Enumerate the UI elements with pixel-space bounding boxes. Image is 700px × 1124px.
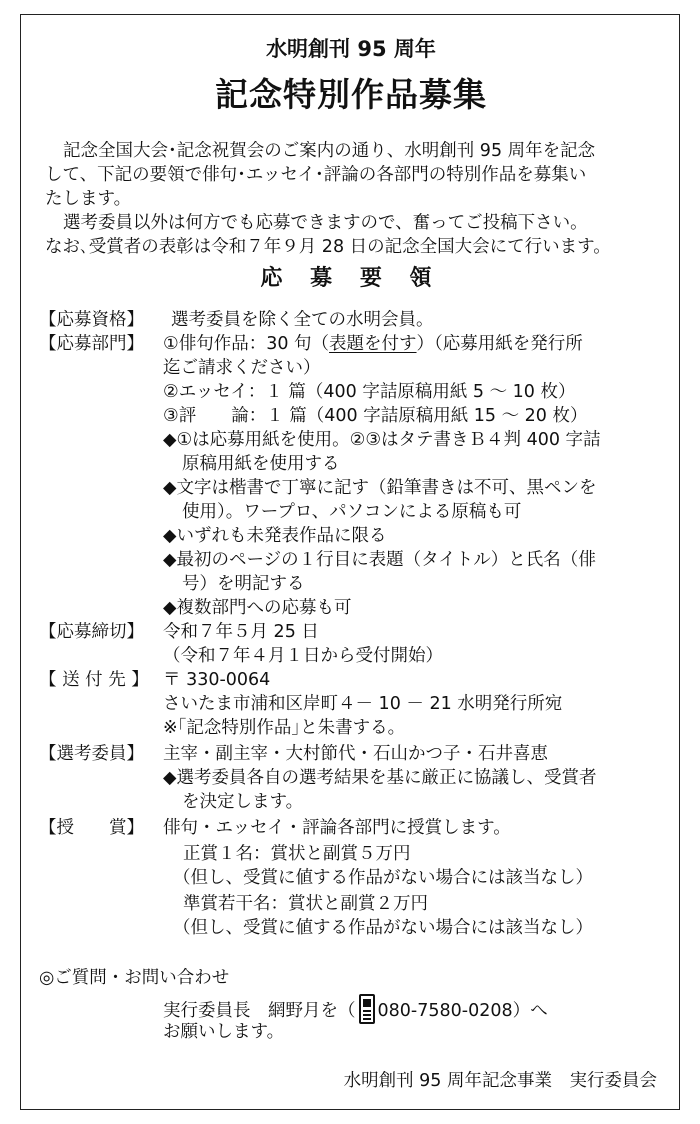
haiku-title-note: 表題を付す <box>329 334 417 354</box>
awards-text: 俳句・エッセイ・評論各部門に授賞します。 <box>163 818 511 838</box>
deadline-date: 令和７年５月 25 日 <box>163 622 319 642</box>
category-essay: ②エッセイ：１ 篇（400 字詰原稿用紙 5 ～ 10 枚） <box>163 382 576 402</box>
category-note-2b: 使用）。ワープロ、パソコンによる原稿も可 <box>182 502 522 522</box>
deadline-note: （令和７年４月１日から受付開始） <box>163 646 443 666</box>
intro-line-4: 選考委員以外は何方でも応募できますので、奮ってご投稿下さい。 <box>63 213 588 233</box>
award-first-note: （但し、受賞に値する作品がない場合には該当なし） <box>173 868 593 888</box>
haiku-post: ）（応募用紙を発行所 <box>416 334 583 354</box>
notice-frame <box>20 14 680 1110</box>
category-note-1b: 原稿用紙を使用する <box>182 454 340 474</box>
phone-icon <box>359 994 375 1024</box>
signature: 水明創刊 95 周年記念事業 実行委員会 <box>343 1071 657 1091</box>
send-note: ※｢記念特別作品｣と朱書する。 <box>163 718 406 738</box>
contact-person: 実行委員長 網野月を（ <box>163 1001 356 1021</box>
category-haiku <box>163 332 583 356</box>
guidelines-heading: 応 募 要 領 <box>260 266 442 291</box>
category-note-4: ◆最初のページの１行目に表題（タイトル）と氏名（俳 <box>163 550 596 570</box>
subtitle: 水明創刊 95 周年 <box>266 37 436 61</box>
award-second: 準賞若干名：賞状と副賞２万円 <box>183 894 428 914</box>
eligibility-text: 選考委員を除く全ての水明会員。 <box>171 310 434 330</box>
intro-line-3: たします。 <box>45 189 132 209</box>
eligibility-label: 【応募資格】 <box>39 310 144 330</box>
award-first: 正賞１名：賞状と副賞５万円 <box>183 844 411 864</box>
category-note-3: ◆いずれも未発表作品に限る <box>163 526 387 546</box>
postal-code: 〒 330-0064 <box>163 670 271 690</box>
category-note-2: ◆文字は楷書で丁寧に記す（鉛筆書きは不可、黒ペンを <box>163 478 597 498</box>
judges-label: 【選考委員】 <box>39 744 144 764</box>
haiku-pre: ①俳句作品：30 句（ <box>163 334 330 354</box>
send-to-label: 【 送 付 先 】 <box>39 670 149 690</box>
judges-note-1: ◆選考委員各自の選考結果を基に厳正に協議し、受賞者 <box>163 768 597 788</box>
contact-phone: 080-7580-0208）へ <box>377 1001 548 1021</box>
category-note-4b: 号）を明記する <box>182 574 305 594</box>
intro-line-2: して、下記の要領で俳句･エッセイ･評論の各部門の特別作品を募集い <box>45 165 587 185</box>
contact-line-2: お願いします。 <box>163 1022 285 1042</box>
judges-note-2: を決定します。 <box>182 792 304 812</box>
judges-names: 主宰・副主宰・大村節代・石山かつ子・石井喜恵 <box>163 744 548 764</box>
category-note-1: ◆①は応募用紙を使用。②③はタテ書きＢ４判 400 字詰 <box>163 430 601 450</box>
categories-label: 【応募部門】 <box>39 334 144 354</box>
category-note-5: ◆複数部門への応募も可 <box>163 598 352 618</box>
intro-line-5: なお､受賞者の表彰は令和７年９月 28 日の記念全国大会にて行います。 <box>45 237 611 257</box>
awards-label: 【授 賞】 <box>39 818 144 838</box>
send-address: さいたま市浦和区岸町４－ 10 － 21 水明発行所宛 <box>163 694 563 714</box>
contact-label: ◎ご質問・お問い合わせ <box>39 968 230 988</box>
page-title: 記念特別作品募集 <box>215 75 487 114</box>
intro-line-1: 記念全国大会･記念祝賀会のご案内の通り、水明創刊 95 周年を記念 <box>63 141 596 161</box>
category-critique: ③評 論：１ 篇（400 字詰原稿用紙 15 ～ 20 枚） <box>163 406 588 426</box>
deadline-label: 【応募締切】 <box>39 622 144 642</box>
category-haiku-cont: 迄ご請求ください） <box>163 358 321 378</box>
award-second-note: （但し、受賞に値する作品がない場合には該当なし） <box>173 918 593 938</box>
